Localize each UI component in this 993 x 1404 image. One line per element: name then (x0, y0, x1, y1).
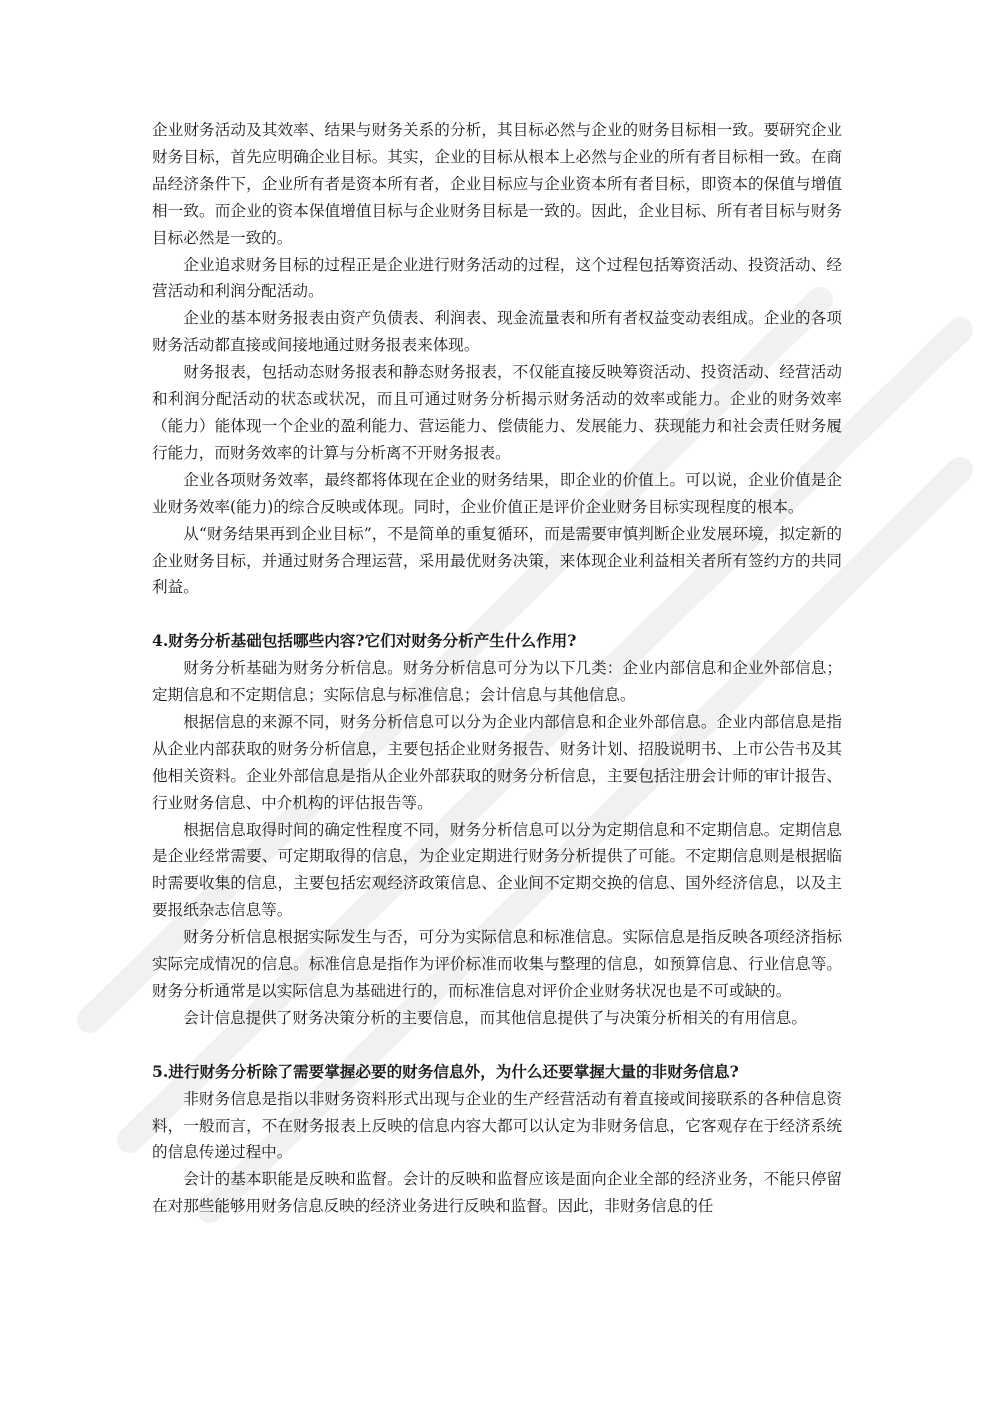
paragraph: 会计的基本职能是反映和监督。会计的反映和监督应该是面向企业全部的经济业务，不能只停留在对那些能够用财务信息反映的经济业务进行反映和监督。因此，非财务信息的任 (152, 1170, 842, 1216)
paragraph: 财务分析信息根据实际发生与否，可分为实际信息和标准信息。实际信息是指反映各项经济指标实际完成情况的信息。标准信息是指作为评价标准而收集与整理的信息，如预算信息、行业信息等。财务分析通常是以实际信息为基础进行的，而标准信息对评价企业财务状况也是不可或缺的。 (152, 928, 842, 1000)
paragraph: 根据信息取得时间的确定性程度不同，财务分析信息可以分为定期信息和不定期信息。定期信息是企业经常需要、可定期取得的信息，为企业定期进行财务分析提供了可能。不定期信息则是根据临时需要收集的信息，主要包括宏观经济政策信息、企业间不定期交换的信息、国外经济信息，以及主要报纸杂志信息等。 (152, 820, 842, 920)
section-gap (152, 601, 842, 628)
paragraph: 财务分析基础为财务分析信息。财务分析信息可分为以下几类：企业内部信息和企业外部信息；定期信息和不定期信息；实际信息与标准信息；会计信息与其他信息。 (152, 659, 842, 705)
paragraph: 企业的基本财务报表由资产负债表、利润表、现金流量表和所有者权益变动表组成。企业的各项财务活动都直接或间接地通过财务报表来体现。 (152, 309, 842, 355)
document-page (152, 117, 842, 1220)
section-gap (152, 1032, 842, 1059)
question-heading-5: 5.进行财务分析除了需要掌握必要的财务信息外，为什么还要掌握大量的非财务信息? (152, 1061, 739, 1081)
paragraph: 企业追求财务目标的过程正是企业进行财务活动的过程，这个过程包括筹资活动、投资活动、经营活动和利润分配活动。 (152, 255, 842, 301)
paragraph: 会计信息提供了财务决策分析的主要信息，而其他信息提供了与决策分析相关的有用信息。 (183, 1008, 807, 1027)
paragraph: 根据信息的来源不同，财务分析信息可以分为企业内部信息和企业外部信息。企业内部信息是指从企业内部获取的财务分析信息，主要包括企业财务报告、财务计划、招股说明书、上市公告书及其他相关资料。企业外部信息是指从企业外部获取的财务分析信息，主要包括注册会计师的审计报告、行业财务信息、中介机构的评估报告等。 (152, 712, 842, 812)
paragraph: 财务报表，包括动态财务报表和静态财务报表，不仅能直接反映筹资活动、投资活动、经营活动和利润分配活动的状态或状况，而且可通过财务分析揭示财务活动的效率或能力。企业的财务效率（能力）能体现一个企业的盈利能力、营运能力、偿债能力、发展能力、获现能力和社会责任财务履行能力，而财务效率的计算与分析离不开财务报表。 (152, 363, 842, 462)
question-heading-4: 4.财务分析基础包括哪些内容?它们对财务分析产生什么作用? (152, 631, 577, 651)
paragraph: 企业财务活动及其效率、结果与财务关系的分析，其目标必然与企业的财务目标相一致。要研究企业财务目标，首先应明确企业目标。其实，企业的目标从根本上必然与企业的所有者目标相一致。在商品经济条件下，企业所有者是资本所有者，企业目标应与企业资本所有者目标，即资本的保值与增值相一致。而企业的资本保值增值目标与企业财务目标是一致的。因此，企业目标、所有者目标与财务目标必然是一致的。 (152, 121, 842, 247)
paragraph: 非财务信息是指以非财务资料形式出现与企业的生产经营活动有着直接或间接联系的各种信息资料，一般而言，不在财务报表上反映的信息内容大都可以认定为非财务信息，它客观存在于经济系统的信息传递过程中。 (152, 1089, 842, 1162)
paragraph: 企业各项财务效率，最终都将体现在企业的财务结果，即企业的价值上。可以说，企业价值是企业财务效率(能力)的综合反映或体现。同时，企业价值正是评价企业财务目标实现程度的根本。 (152, 470, 842, 516)
paragraph: 从“财务结果再到企业目标”，不是简单的重复循环，而是需要审慎判断企业发展环境，拟定新的企业财务目标，并通过财务合理运营，采用最优财务决策，来体现企业利益相关者所有签约方的共同利益。 (152, 524, 842, 597)
